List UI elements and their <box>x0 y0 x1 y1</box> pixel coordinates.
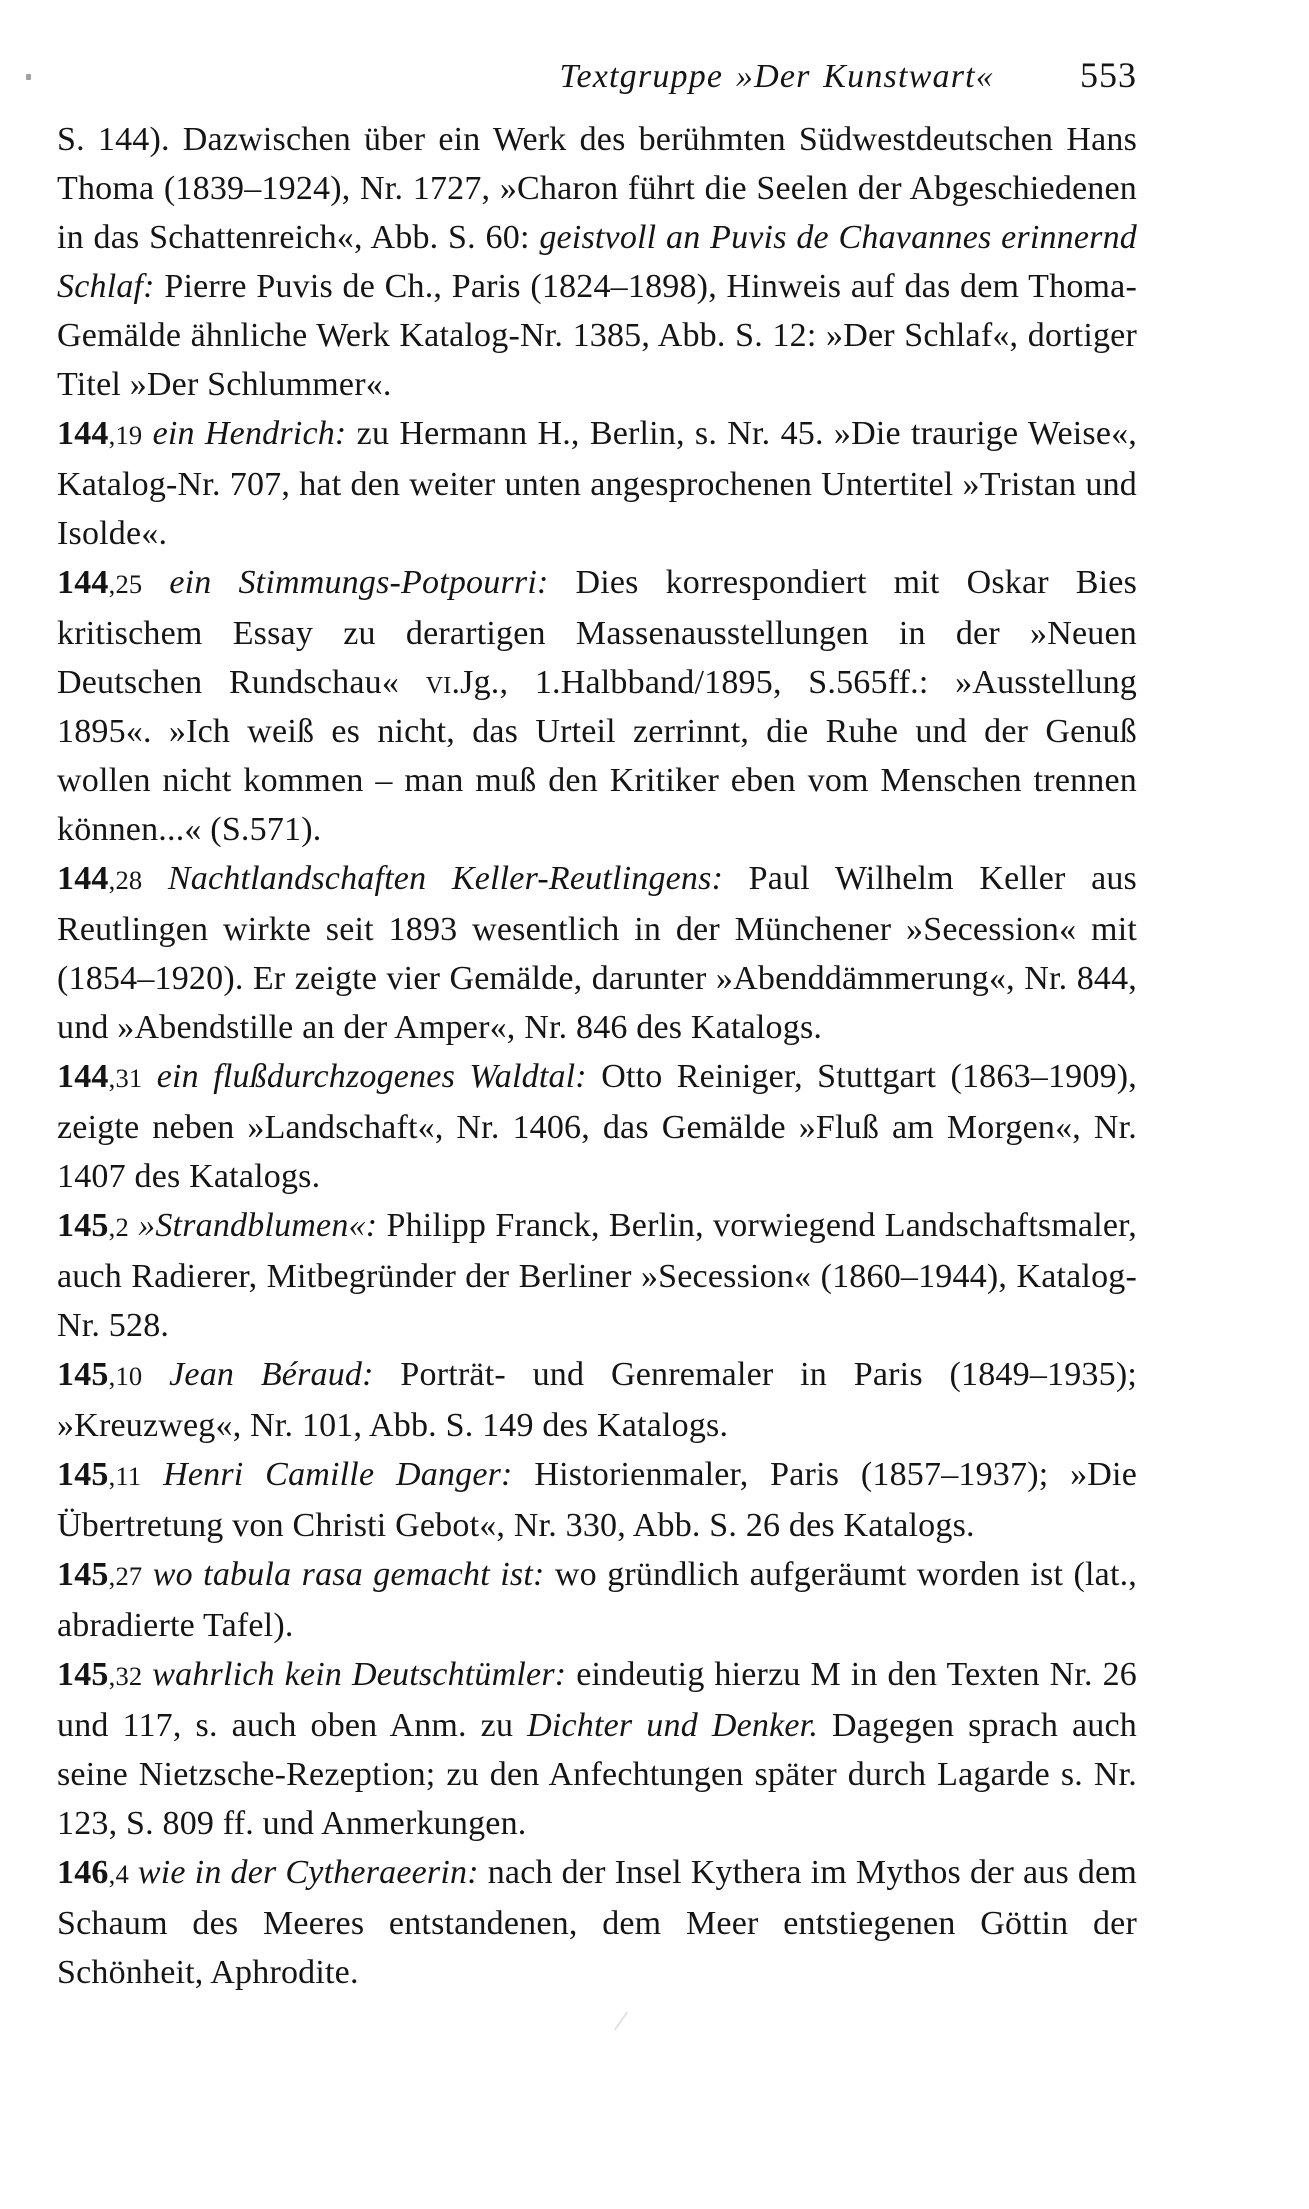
entry-ref-page: 144 <box>57 860 109 897</box>
entry-ref <box>57 564 142 601</box>
lemma-text: wie in der Cytheraeerin: <box>137 1854 479 1891</box>
entry-ref <box>57 1556 142 1593</box>
entry-ref-line: ,10 <box>108 1361 143 1391</box>
lemma-text: wo tabula rasa gemacht ist: <box>152 1556 545 1593</box>
lemma-text: ein flußdurchzogenes Waldtal: <box>156 1058 587 1095</box>
text-block <box>57 115 1137 1997</box>
annotation-text: zu Hermann H., Berlin, s. Nr. 45. »Die traurige Weise«, Katalog-Nr. 707, hat den weiter unten angesprochenen Untertitel »Tristan und Isolde«. <box>57 415 1138 552</box>
entry-ref-page: 144 <box>57 415 109 452</box>
annotation-entry <box>57 1650 1137 1848</box>
entry-ref <box>57 860 142 897</box>
text-paragraph <box>57 115 1137 409</box>
entry-ref <box>57 415 142 452</box>
lemma-text: ein Hendrich: <box>152 415 347 452</box>
page-number: 553 <box>1080 55 1137 95</box>
annotation-text: Dagegen sprach auch seine Nietzsche-Rezeption; zu den Anfechtungen später durch Lagarde s. Nr. 123, S. 809 ff. und Anmerkungen. <box>57 1707 1137 1842</box>
annotation-entry <box>57 1550 1137 1650</box>
entry-ref-line: ,19 <box>108 420 143 450</box>
entry-ref-page: 144 <box>57 1058 109 1095</box>
entry-ref <box>57 1456 141 1493</box>
entry-ref <box>57 1854 129 1891</box>
entry-ref-page: 145 <box>57 1356 109 1393</box>
annotation-text: vi <box>425 664 452 701</box>
entry-ref-page: 145 <box>57 1207 109 1244</box>
entry-ref-line: ,27 <box>108 1561 143 1591</box>
lemma-text: ein Stimmungs-Potpourri: <box>169 564 549 601</box>
annotation-text: Otto Reiniger, Stuttgart (1863–1909), zeigte neben »Landschaft«, Nr. 1406, das Gemälde »Fluß am Morgen«, Nr. 1407 des Katalogs. <box>57 1058 1137 1195</box>
entry-ref-line: ,11 <box>108 1461 142 1491</box>
annotation-entry <box>57 1350 1137 1450</box>
lemma-text: wahrlich kein Deutschtümler: <box>152 1656 567 1693</box>
lemma-text: Nachtlandschaften Keller-Reutlingens: <box>167 860 724 897</box>
annotation-entry <box>57 1848 1137 1997</box>
entry-ref <box>57 1356 142 1393</box>
scan-slash-artifact <box>614 2011 628 2030</box>
annotation-entry <box>57 409 1137 558</box>
annotation-text: nach der Insel Kythera im Mythos der aus dem Schaum des Meeres entstandenen, dem Meer entstiegenen Göttin der Schönheit, Aphrodite. <box>57 1854 1137 1991</box>
lemma-text: Henri Camille Danger: <box>163 1456 513 1493</box>
annotation-text: Historienmaler, Paris (1857–1937); »Die Übertretung von Christi Gebot«, Nr. 330, Abb. S. 26 des Katalogs. <box>57 1456 1137 1544</box>
annotation-entry <box>57 854 1137 1052</box>
entry-ref-line: ,32 <box>108 1661 143 1691</box>
entry-ref-page: 144 <box>57 564 109 601</box>
entry-ref-page: 145 <box>57 1556 109 1593</box>
annotation-text: Pierre Puvis de Ch., Paris (1824–1898), Hinweis auf das dem Thoma-Gemälde ähnliche Werk Katalog-Nr. 1385, Abb. S. 12: »Der Schlaf«, dortiger Titel »Der Schlummer«. <box>57 268 1137 403</box>
annotation-text: .Jg., 1.Halbband/1895, S.565ff.: »Ausstellung 1895«. »Ich weiß es nicht, das Urteil zerrinnt, die Ruhe und der Genuß wollen nicht kommen – man muß den Kritiker eben vom Menschen trennen können...« (S.571). <box>57 664 1137 848</box>
entry-ref <box>57 1207 129 1244</box>
page-column <box>57 54 1137 1997</box>
lemma-text: Jean Béraud: <box>169 1356 374 1393</box>
entry-ref-page: 145 <box>57 1456 109 1493</box>
entry-ref-line: ,28 <box>108 865 143 895</box>
annotation-entry <box>57 1450 1137 1550</box>
scan-speck-artifact <box>26 74 31 80</box>
annotation-text: Philipp Franck, Berlin, vorwiegend Landschaftsmaler, auch Radierer, Mitbegründer der Berliner »Secession« (1860–1944), Katalog-Nr. 528. <box>57 1207 1138 1344</box>
entry-ref-page: 145 <box>57 1656 109 1693</box>
annotation-text: eindeutig hierzu M in den Texten Nr. 26 und 117, s. auch oben Anm. zu <box>57 1656 1138 1744</box>
annotation-entry <box>57 1201 1137 1350</box>
annotation-text: wo gründlich aufgeräumt worden ist (lat., abradierte Tafel). <box>57 1556 1138 1644</box>
annotation-entry <box>57 558 1137 854</box>
lemma-text: geistvoll an Puvis de Chavannes erinnernd Schlaf: <box>57 219 1137 305</box>
entry-ref-line: ,25 <box>108 569 143 599</box>
entry-ref-line: ,2 <box>108 1212 129 1242</box>
entry-ref-line: ,31 <box>108 1063 143 1093</box>
lemma-text: »Strandblumen«: <box>138 1207 378 1244</box>
annotation-entry <box>57 1052 1137 1201</box>
annotation-text: Paul Wilhelm Keller aus Reutlingen wirkte seit 1893 wesentlich in der Münchener »Secession« mit (1854–1920). Er zeigte vier Gemälde, darunter »Abenddämmerung«, Nr. 844, und »Abendstille an der Amper«, Nr. 846 des Katalogs. <box>57 860 1137 1046</box>
entry-ref <box>57 1656 142 1693</box>
annotation-text: Porträt- und Genremaler in Paris (1849–1935); »Kreuzweg«, Nr. 101, Abb. S. 149 des Katalogs. <box>57 1356 1137 1444</box>
annotation-text: S. 144). Dazwischen über ein Werk des berühmten Südwestdeutschen Hans Thoma (1839–1924), Nr. 1727, »Charon führt die Seelen der Abgeschiedenen in das Schattenreich«, Abb. S. 60: <box>57 121 1137 256</box>
annotation-text: Dies korrespondiert mit Oskar Bies kritischem Essay zu derartigen Massenausstellungen in der »Neuen Deutschen Rundschau« <box>57 564 1138 701</box>
running-head <box>57 54 1137 98</box>
entry-ref <box>57 1058 142 1095</box>
entry-ref-line: ,4 <box>108 1859 129 1889</box>
entry-ref-page: 146 <box>57 1854 109 1891</box>
lemma-text: Dichter und Denker. <box>527 1707 819 1744</box>
running-title: Textgruppe »Der Kunstwart« <box>559 58 994 95</box>
